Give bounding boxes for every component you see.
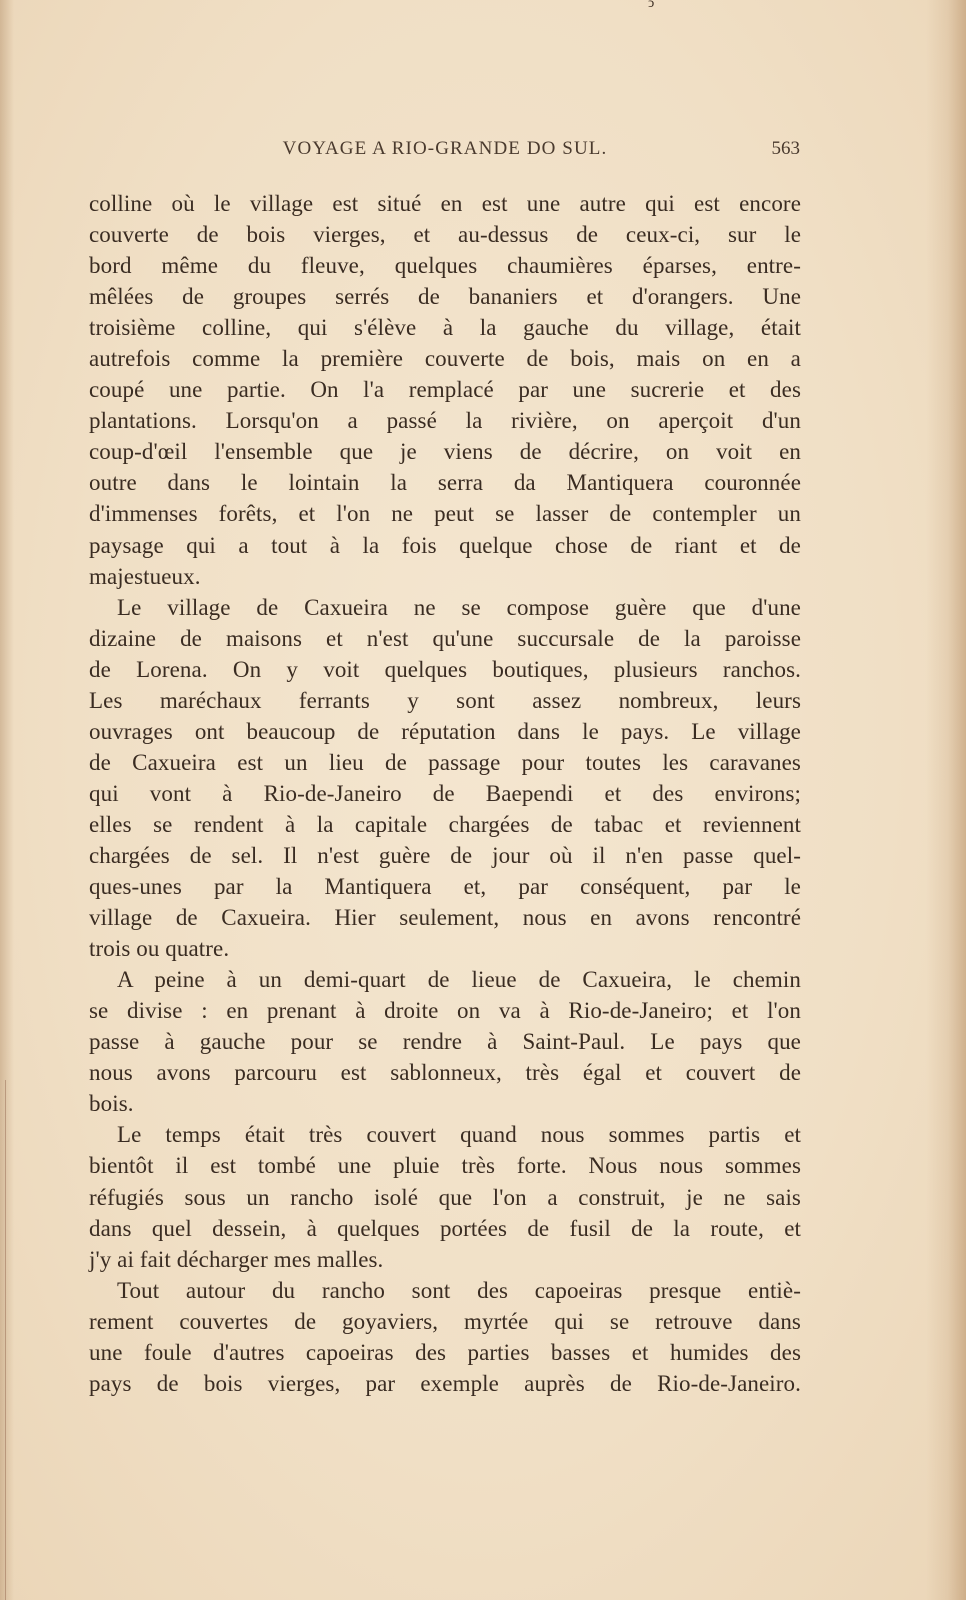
text-line: une foule d'autres capoeiras des parties basses et humides des — [89, 1339, 801, 1365]
text-line: Le village de Caxueira ne se compose guère que d'une — [117, 594, 801, 620]
text-line: réfugiés sous un rancho isolé que l'on a construit, je ne sais — [89, 1184, 801, 1210]
text-line: dans quel dessein, à quelques portées de fusil de la route, et — [89, 1215, 801, 1241]
corner-mark: ↄ — [648, 0, 655, 11]
text-line: plantations. Lorsqu'on a passé la rivière, on aperçoit d'un — [89, 408, 801, 434]
text-line: troisième colline, qui s'élève à la gauche du village, était — [89, 315, 801, 341]
text-line: ques-unes par la Mantiquera et, par conséquent, par le — [89, 874, 801, 900]
text-line: passe à gauche pour se rendre à Saint-Paul. Le pays que — [89, 1029, 801, 1055]
text-line: dizaine de maisons et n'est qu'une succursale de la paroisse — [89, 625, 801, 651]
text-line: Tout autour du rancho sont des capoeiras presque entiè- — [117, 1277, 801, 1303]
text-line: Le temps était très couvert quand nous sommes partis et — [117, 1122, 801, 1148]
running-title: VOYAGE A RIO-GRANDE DO SUL. — [282, 138, 608, 159]
text-line: ouvrages ont beaucoup de réputation dans le pays. Le village — [89, 718, 801, 744]
text-line: de Caxueira est un lieu de passage pour toutes les caravanes — [89, 749, 801, 775]
text-line: de Lorena. On y voit quelques boutiques, plusieurs ranchos. — [89, 656, 801, 682]
text-line: j'y ai fait décharger mes malles. — [89, 1246, 384, 1272]
body-text — [89, 188, 801, 1399]
text-line: autrefois comme la première couverte de bois, mais on en a — [89, 346, 801, 372]
page-edge-line — [5, 1080, 6, 1600]
text-line: se divise : en prenant à droite on va à Rio-de-Janeiro; et l'on — [89, 998, 801, 1024]
text-line: pays de bois vierges, par exemple auprès de Rio-de-Janeiro. — [89, 1370, 801, 1396]
text-line: rement couvertes de goyaviers, myrtée qui se retrouve dans — [89, 1308, 801, 1334]
text-line: couverte de bois vierges, et au-dessus de ceux-ci, sur le — [89, 222, 801, 248]
running-head — [90, 138, 800, 168]
text-line: bord même du fleuve, quelques chaumières éparses, entre- — [89, 253, 801, 279]
text-line: Les maréchaux ferrants y sont assez nombreux, leurs — [89, 687, 801, 713]
text-line: elles se rendent à la capitale chargées de tabac et reviennent — [89, 811, 801, 837]
text-line: coup-d'œil l'ensemble que je viens de décrire, on voit en — [89, 439, 801, 465]
text-line: mêlées de groupes serrés de bananiers et d'orangers. Une — [89, 284, 801, 310]
text-line: colline où le village est situé en est une autre qui est encore — [89, 191, 801, 216]
text-line: majestueux. — [89, 563, 201, 589]
text-line: chargées de sel. Il n'est guère de jour où il n'en passe quel- — [89, 842, 801, 868]
text-line: paysage qui a tout à la fois quelque chose de riant et de — [89, 532, 801, 558]
text-line: A peine à un demi-quart de lieue de Caxueira, le chemin — [117, 967, 801, 993]
text-line: qui vont à Rio-de-Janeiro de Baependi et des environs; — [89, 780, 801, 806]
text-line: nous avons parcouru est sablonneux, très égal et couvert de — [89, 1060, 801, 1086]
text-line: bientôt il est tombé une pluie très forte. Nous nous sommes — [89, 1153, 801, 1179]
text-line: bois. — [89, 1091, 134, 1117]
text-line: trois ou quatre. — [89, 936, 230, 962]
page-number: 563 — [771, 138, 800, 159]
text-line: d'immenses forêts, et l'on ne peut se lasser de contempler un — [89, 501, 801, 527]
text-line: outre dans le lointain la serra da Mantiquera couronnée — [89, 470, 801, 496]
text-line: village de Caxueira. Hier seulement, nous en avons rencontré — [89, 905, 801, 931]
text-line: coupé une partie. On l'a remplacé par une sucrerie et des — [89, 377, 801, 403]
